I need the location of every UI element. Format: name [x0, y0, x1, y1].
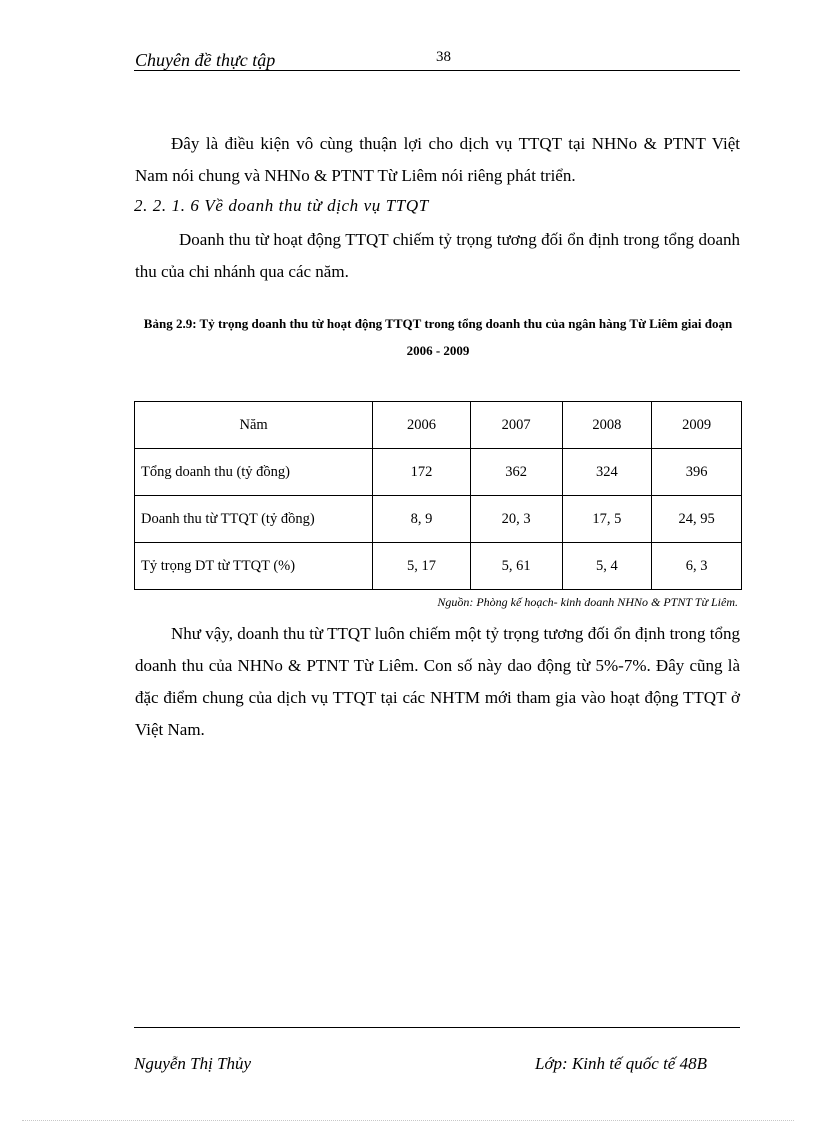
footer-divider: [134, 1027, 740, 1028]
table-header-cell: 2006: [373, 402, 471, 449]
table-header-cell: 2007: [470, 402, 562, 449]
table-cell: 24, 95: [652, 496, 742, 543]
table-cell: 17, 5: [562, 496, 652, 543]
table-header-cell: Năm: [135, 402, 373, 449]
header-title: Chuyên đề thực tập: [135, 50, 276, 70]
table-row: [135, 496, 742, 543]
table-cell: 20, 3: [470, 496, 562, 543]
paragraph-revenue-intro: Doanh thu từ hoạt động TTQT chiếm tỷ trọng tương đối ổn định trong tổng doanh thu của chi nhánh qua các năm.: [135, 230, 740, 281]
table-cell: 6, 3: [652, 543, 742, 590]
page-edge-divider: [22, 1120, 794, 1121]
table-cell: 5, 17: [373, 543, 471, 590]
page-number: 38: [436, 49, 451, 65]
paragraph-conclusion: Như vậy, doanh thu từ TTQT luôn chiếm một tỷ trọng tương đối ổn định trong tổng doanh thu của NHNo & PTNT Từ Liêm. Con số này dao động từ 5%-7%. Đây cũng là đặc điểm chung của dịch vụ TTQT tại các NHTM mới tham gia vào hoạt động TTQT ở Việt Nam.: [135, 624, 740, 739]
table-cell: 324: [562, 449, 652, 496]
table-row-label: Doanh thu từ TTQT (tỷ đồng): [135, 496, 373, 543]
page-header: [134, 46, 740, 71]
table-cell: 5, 4: [562, 543, 652, 590]
table-row-label: Tổng doanh thu (tỷ đồng): [135, 449, 373, 496]
table-header-cell: 2008: [562, 402, 652, 449]
table-cell: 362: [470, 449, 562, 496]
footer-class: Lớp: Kinh tế quốc tế 48B: [535, 1054, 707, 1073]
table-caption: Bảng 2.9: Tỷ trọng doanh thu từ hoạt động TTQT trong tổng doanh thu của ngân hàng Từ Liêm giai đoạn 2006 - 2009: [143, 316, 733, 358]
table-header-row: [135, 402, 742, 449]
table-cell: 172: [373, 449, 471, 496]
revenue-table: [134, 401, 742, 590]
paragraph-conditions: Đây là điều kiện vô cùng thuận lợi cho dịch vụ TTQT tại NHNo & PTNT Việt Nam nói chung và NHNo & PTNT Từ Liêm nói riêng phát triển.: [135, 134, 740, 185]
table-row: [135, 449, 742, 496]
table-row-label: Tỷ trọng DT từ TTQT (%): [135, 543, 373, 590]
table-header-cell: 2009: [652, 402, 742, 449]
section-subheading: 2. 2. 1. 6 Về doanh thu từ dịch vụ TTQT: [134, 196, 429, 215]
footer-author: Nguyễn Thị Thủy: [134, 1054, 252, 1073]
table-source-note: Nguồn: Phòng kế hoạch- kinh doanh NHNo & PTNT Từ Liêm.: [437, 595, 738, 609]
table-cell: 5, 61: [470, 543, 562, 590]
table-row: [135, 543, 742, 590]
table-cell: 396: [652, 449, 742, 496]
table-cell: 8, 9: [373, 496, 471, 543]
